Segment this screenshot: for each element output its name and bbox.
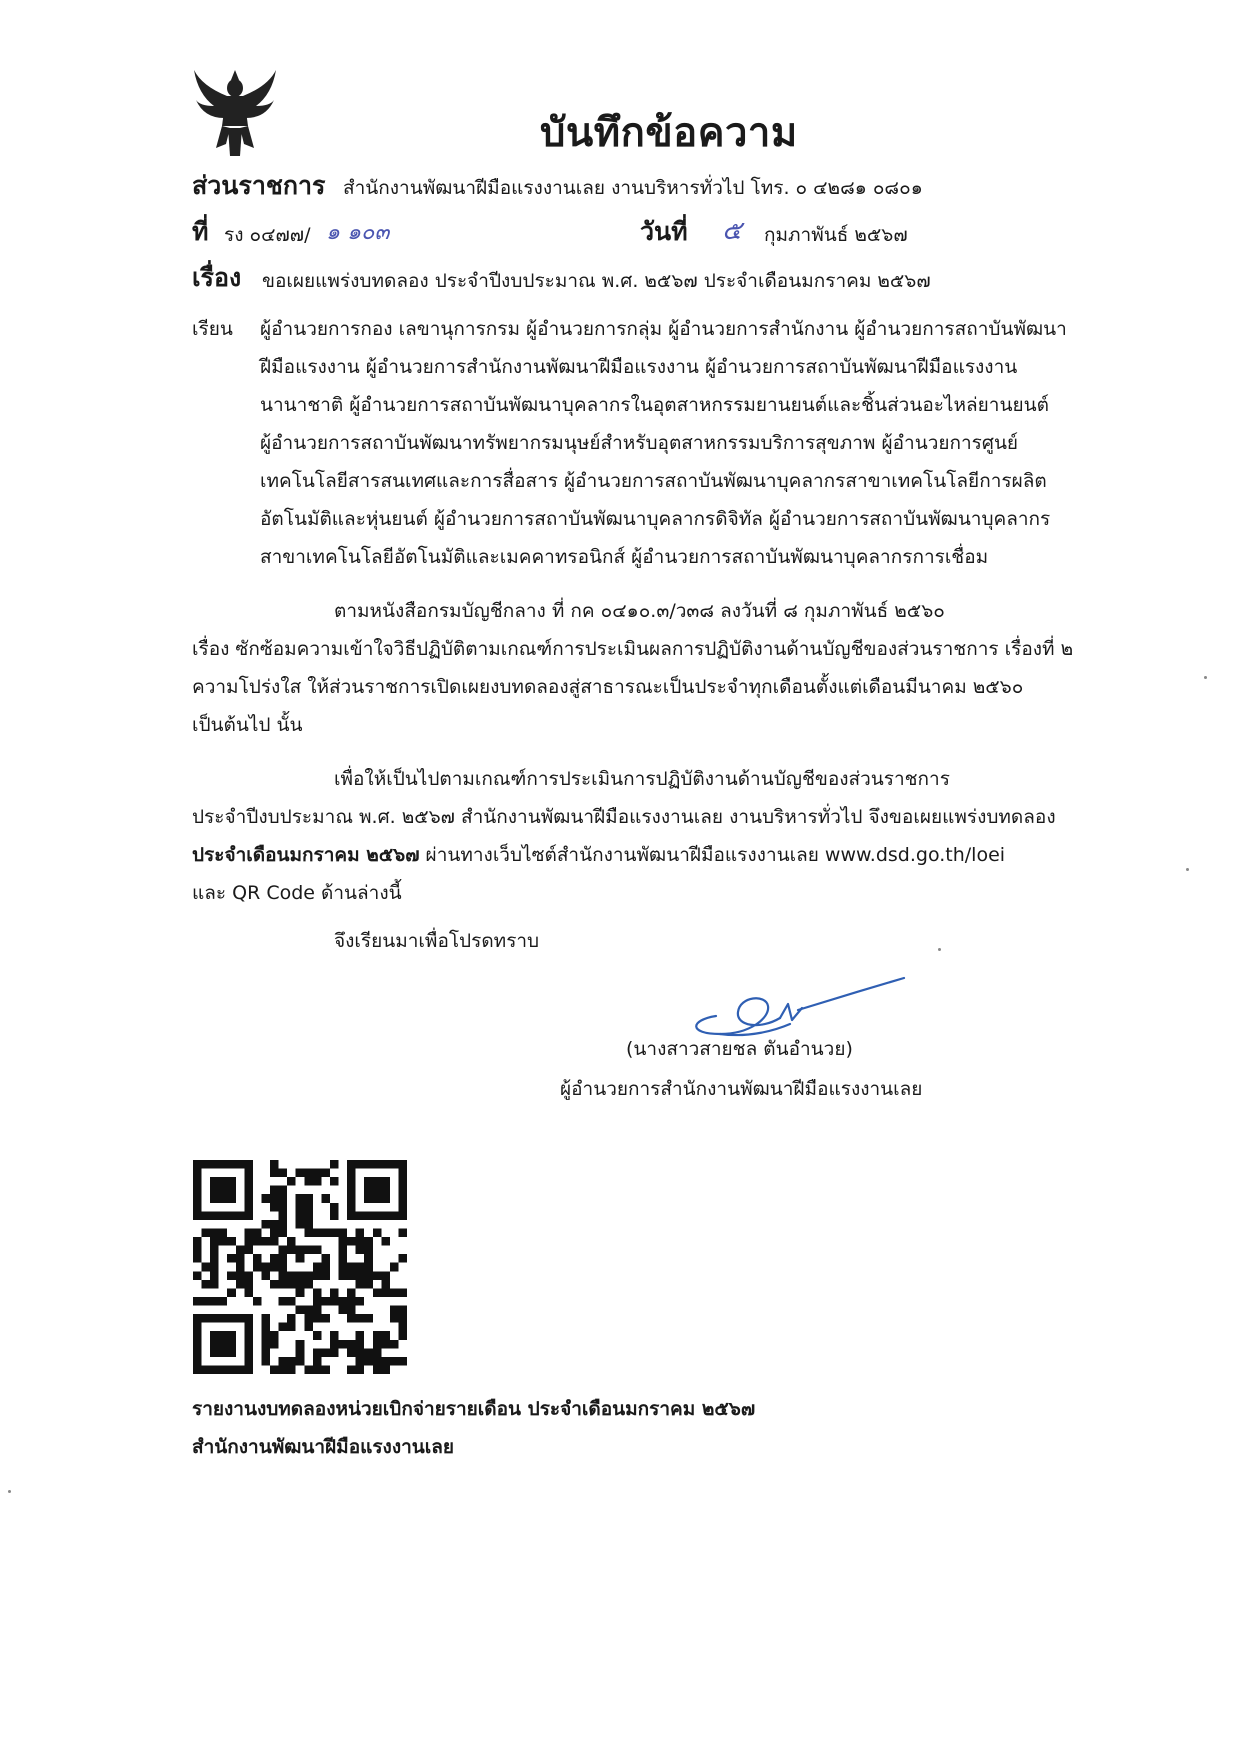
agency-label: ส่วนราชการ bbox=[192, 171, 326, 200]
qr-module bbox=[356, 1348, 365, 1357]
qr-module bbox=[330, 1177, 339, 1186]
qr-module bbox=[347, 1365, 356, 1374]
recipient-line: ผู้อำนวยการสถาบันพัฒนาทรัพยากรมนุษย์สำหรับอุตสาหกรรมบริการสุขภาพ ผู้อำนวยการศูนย์ bbox=[260, 432, 1019, 454]
qr-module bbox=[313, 1177, 322, 1186]
qr-module bbox=[287, 1237, 296, 1246]
qr-module bbox=[313, 1271, 322, 1280]
reference-number: รง ๐๔๗๗/ bbox=[224, 224, 311, 246]
qr-module bbox=[330, 1348, 339, 1357]
qr-module bbox=[261, 1271, 270, 1280]
qr-module bbox=[373, 1365, 382, 1374]
qr-module bbox=[304, 1211, 313, 1220]
qr-module bbox=[296, 1211, 305, 1220]
qr-module bbox=[202, 1263, 211, 1272]
qr-module bbox=[244, 1237, 253, 1246]
qr-module bbox=[279, 1357, 288, 1366]
qr-module bbox=[253, 1228, 262, 1237]
qr-module bbox=[279, 1211, 288, 1220]
qr-module bbox=[364, 1237, 373, 1246]
qr-module bbox=[330, 1211, 339, 1220]
qr-module bbox=[287, 1246, 296, 1255]
scan-speck bbox=[1186, 868, 1189, 871]
qr-module bbox=[296, 1306, 305, 1315]
qr-module bbox=[356, 1246, 365, 1255]
qr-module bbox=[202, 1228, 211, 1237]
qr-module bbox=[287, 1280, 296, 1289]
qr-module bbox=[313, 1357, 322, 1366]
qr-module bbox=[339, 1228, 348, 1237]
qr-module bbox=[270, 1263, 279, 1272]
qr-module bbox=[321, 1348, 330, 1357]
qr-module bbox=[347, 1314, 356, 1323]
qr-module bbox=[279, 1203, 288, 1212]
qr-module bbox=[364, 1263, 373, 1272]
qr-module bbox=[287, 1314, 296, 1323]
qr-module bbox=[270, 1194, 279, 1203]
qr-module bbox=[304, 1194, 313, 1203]
garuda-emblem bbox=[192, 66, 278, 158]
recipient-line: นานาชาติ ผู้อำนวยการสถาบันพัฒนาบุคลากรในอุตสาหกรรมยานยนต์และชิ้นส่วนอะไหล่ยานยนต์ bbox=[260, 394, 1049, 416]
qr-module bbox=[313, 1228, 322, 1237]
qr-module bbox=[304, 1280, 313, 1289]
qr-module bbox=[296, 1340, 305, 1349]
qr-module bbox=[304, 1220, 313, 1229]
qr-module bbox=[261, 1220, 270, 1229]
qr-module bbox=[347, 1237, 356, 1246]
qr-module bbox=[219, 1297, 228, 1306]
qr-module bbox=[373, 1340, 382, 1349]
qr-module bbox=[296, 1280, 305, 1289]
qr-module bbox=[202, 1297, 211, 1306]
qr-module bbox=[313, 1246, 322, 1255]
qr-module bbox=[236, 1263, 245, 1272]
qr-module bbox=[304, 1228, 313, 1237]
qr-module bbox=[390, 1314, 399, 1323]
qr-module bbox=[279, 1254, 288, 1263]
recipient-line: ฝีมือแรงงาน ผู้อำนวยการสำนักงานพัฒนาฝีมือแรงงาน ผู้อำนวยการสถาบันพัฒนาฝีมือแรงงาน bbox=[260, 356, 1018, 378]
qr-module bbox=[364, 1357, 373, 1366]
signatory-name: (นางสาวสายชล ตันอำนวย) bbox=[626, 1038, 853, 1060]
qr-module bbox=[321, 1169, 330, 1178]
qr-module bbox=[279, 1365, 288, 1374]
qr-module bbox=[356, 1331, 365, 1340]
qr-module bbox=[330, 1203, 339, 1212]
qr-module bbox=[261, 1348, 270, 1357]
qr-module bbox=[339, 1246, 348, 1255]
qr-module bbox=[381, 1365, 390, 1374]
qr-module bbox=[193, 1237, 202, 1246]
qr-module bbox=[279, 1194, 288, 1203]
qr-module bbox=[347, 1340, 356, 1349]
qr-module bbox=[313, 1331, 322, 1340]
qr-module bbox=[270, 1254, 279, 1263]
qr-module bbox=[270, 1160, 279, 1169]
qr-module bbox=[390, 1306, 399, 1315]
qr-module bbox=[202, 1280, 211, 1289]
qr-caption-line1: รายงานงบทดลองหน่วยเบิกจ่ายรายเดือน ประจำเดือนมกราคม ๒๕๖๗ bbox=[192, 1398, 756, 1420]
recipient-label: เรียน bbox=[192, 318, 233, 340]
qr-module bbox=[219, 1237, 228, 1246]
qr-module bbox=[398, 1228, 407, 1237]
qr-module bbox=[339, 1254, 348, 1263]
qr-module bbox=[210, 1237, 219, 1246]
qr-module bbox=[347, 1348, 356, 1357]
qr-module bbox=[373, 1271, 382, 1280]
qr-module bbox=[253, 1263, 262, 1272]
qr-module bbox=[347, 1297, 356, 1306]
qr-module bbox=[364, 1246, 373, 1255]
qr-module bbox=[339, 1340, 348, 1349]
qr-module bbox=[321, 1194, 330, 1203]
qr-module bbox=[356, 1314, 365, 1323]
qr-module bbox=[227, 1237, 236, 1246]
qr-module bbox=[356, 1237, 365, 1246]
qr-module bbox=[193, 1297, 202, 1306]
qr-module bbox=[304, 1169, 313, 1178]
qr-module bbox=[227, 1271, 236, 1280]
qr-module bbox=[296, 1271, 305, 1280]
qr-module bbox=[347, 1271, 356, 1280]
qr-module bbox=[330, 1331, 339, 1340]
qr-module bbox=[321, 1263, 330, 1272]
qr-module bbox=[398, 1357, 407, 1366]
qr-module bbox=[321, 1228, 330, 1237]
qr-module bbox=[244, 1288, 253, 1297]
qr-module bbox=[364, 1348, 373, 1357]
qr-module bbox=[261, 1314, 270, 1323]
qr-module bbox=[279, 1323, 288, 1332]
qr-module bbox=[210, 1246, 219, 1255]
qr-module bbox=[356, 1357, 365, 1366]
qr-module bbox=[261, 1263, 270, 1272]
qr-module bbox=[279, 1228, 288, 1237]
qr-module bbox=[330, 1288, 339, 1297]
qr-module bbox=[261, 1237, 270, 1246]
qr-module bbox=[296, 1203, 305, 1212]
qr-module bbox=[347, 1288, 356, 1297]
qr-module bbox=[381, 1357, 390, 1366]
qr-module bbox=[321, 1314, 330, 1323]
reference-label: ที่ bbox=[192, 217, 209, 246]
qr-module bbox=[296, 1246, 305, 1255]
qr-module bbox=[381, 1331, 390, 1340]
paragraph2-line: และ QR Code ด้านล่างนี้ bbox=[192, 882, 402, 904]
closing-text: จึงเรียนมาเพื่อโปรดทราบ bbox=[334, 930, 540, 952]
qr-finder-center bbox=[210, 1331, 236, 1357]
recipient-line: สาขาเทคโนโลยีอัตโนมัติและเมคคาทรอนิกส์ ผู้อำนวยการสถาบันพัฒนาบุคลากรการเชื่อม bbox=[260, 546, 989, 568]
qr-module bbox=[279, 1186, 288, 1195]
qr-module bbox=[390, 1288, 399, 1297]
qr-module bbox=[339, 1237, 348, 1246]
qr-module bbox=[270, 1186, 279, 1195]
qr-module bbox=[304, 1246, 313, 1255]
agency-text: สำนักงานพัฒนาฝีมือแรงงานเลย งานบริหารทั่วไป โทร. ๐ ๔๒๘๑ ๐๘๐๑ bbox=[343, 177, 923, 199]
qr-module bbox=[373, 1228, 382, 1237]
qr-module bbox=[193, 1271, 202, 1280]
qr-module bbox=[210, 1254, 219, 1263]
qr-module bbox=[270, 1228, 279, 1237]
qr-module bbox=[279, 1297, 288, 1306]
qr-module bbox=[304, 1314, 313, 1323]
qr-module bbox=[279, 1246, 288, 1255]
qr-module bbox=[236, 1254, 245, 1263]
qr-finder-center bbox=[364, 1177, 390, 1203]
qr-module bbox=[313, 1306, 322, 1315]
qr-module bbox=[373, 1348, 382, 1357]
qr-module bbox=[270, 1237, 279, 1246]
qr-module bbox=[287, 1271, 296, 1280]
qr-module bbox=[244, 1246, 253, 1255]
qr-module bbox=[296, 1288, 305, 1297]
qr-module bbox=[330, 1297, 339, 1306]
qr-module bbox=[210, 1280, 219, 1289]
qr-module bbox=[270, 1331, 279, 1340]
qr-module bbox=[321, 1271, 330, 1280]
qr-module bbox=[304, 1306, 313, 1315]
qr-module bbox=[321, 1254, 330, 1263]
qr-finder-center bbox=[210, 1177, 236, 1203]
qr-module bbox=[304, 1271, 313, 1280]
qr-module bbox=[364, 1280, 373, 1289]
qr-module bbox=[381, 1237, 390, 1246]
qr-module bbox=[356, 1263, 365, 1272]
reference-handwritten: ๑ ๑๐๓ bbox=[326, 220, 390, 245]
qr-module bbox=[193, 1254, 202, 1263]
qr-module bbox=[356, 1271, 365, 1280]
qr-module bbox=[398, 1288, 407, 1297]
qr-module bbox=[270, 1169, 279, 1178]
qr-module bbox=[244, 1228, 253, 1237]
qr-module bbox=[339, 1263, 348, 1272]
qr-module bbox=[347, 1263, 356, 1272]
qr-module bbox=[227, 1254, 236, 1263]
qr-module bbox=[270, 1280, 279, 1289]
paragraph1-line: เป็นต้นไป นั้น bbox=[192, 714, 303, 736]
document-title: บันทึกข้อความ bbox=[540, 110, 798, 156]
qr-module bbox=[390, 1340, 399, 1349]
subject-text: ขอเผยแพร่งบทดลอง ประจำปีงบประมาณ พ.ศ. ๒๕๖๗ ประจำเดือนมกราคม ๒๕๖๗ bbox=[262, 270, 931, 292]
qr-module bbox=[287, 1365, 296, 1374]
qr-module bbox=[279, 1220, 288, 1229]
bold-period-text: ประจำเดือนมกราคม ๒๕๖๗ bbox=[192, 844, 420, 866]
qr-module bbox=[330, 1228, 339, 1237]
qr-module bbox=[287, 1357, 296, 1366]
paragraph1-line: เรื่อง ซักซ้อมความเข้าใจวิธีปฏิบัติตามเกณฑ์การประเมินผลการปฏิบัติงานด้านบัญชีของส่วนราชการ เรื่องที่ ๒ bbox=[192, 638, 1074, 660]
qr-module bbox=[356, 1297, 365, 1306]
scan-speck bbox=[1204, 676, 1207, 679]
qr-module bbox=[356, 1365, 365, 1374]
qr-module bbox=[253, 1297, 262, 1306]
recipient-line: เทคโนโลยีสารสนเทศและการสื่อสาร ผู้อำนวยการสถาบันพัฒนาบุคลากรสาขาเทคโนโลยีการผลิต bbox=[260, 470, 1047, 492]
handwritten-signature bbox=[680, 968, 920, 1046]
qr-module bbox=[390, 1263, 399, 1272]
qr-module bbox=[270, 1340, 279, 1349]
qr-module bbox=[347, 1306, 356, 1315]
qr-module bbox=[287, 1177, 296, 1186]
qr-module bbox=[261, 1331, 270, 1340]
qr-module bbox=[313, 1169, 322, 1178]
qr-module bbox=[364, 1314, 373, 1323]
date-day-handwritten: ๕ bbox=[722, 216, 742, 246]
qr-module bbox=[244, 1280, 253, 1289]
qr-module bbox=[330, 1340, 339, 1349]
qr-module bbox=[313, 1348, 322, 1357]
qr-module bbox=[253, 1254, 262, 1263]
qr-module bbox=[270, 1365, 279, 1374]
qr-module bbox=[304, 1323, 313, 1332]
paragraph1-line: ความโปร่งใส ให้ส่วนราชการเปิดเผยงบทดลองสู่สาธารณะเป็นประจำทุกเดือนตั้งแต่เดือนมีนาคม ๒๕๖๐ bbox=[192, 676, 1024, 698]
qr-module bbox=[296, 1357, 305, 1366]
qr-module bbox=[356, 1280, 365, 1289]
qr-module bbox=[270, 1220, 279, 1229]
qr-module bbox=[244, 1271, 253, 1280]
qr-module bbox=[356, 1228, 365, 1237]
qr-module bbox=[210, 1263, 219, 1272]
qr-module bbox=[339, 1271, 348, 1280]
qr-module bbox=[219, 1228, 228, 1237]
qr-module bbox=[313, 1288, 322, 1297]
recipient-line: ผู้อำนวยการกอง เลขานุการกรม ผู้อำนวยการกลุ่ม ผู้อำนวยการสำนักงาน ผู้อำนวยการสถาบันพัฒนา bbox=[260, 318, 1067, 340]
qr-module bbox=[330, 1160, 339, 1169]
qr-module bbox=[364, 1271, 373, 1280]
qr-module bbox=[356, 1340, 365, 1349]
qr-module bbox=[210, 1228, 219, 1237]
paragraph2-line: ประจำปีงบประมาณ พ.ศ. ๒๕๖๗ สำนักงานพัฒนาฝีมือแรงงานเลย งานบริหารทั่วไป จึงขอเผยแพร่งบทดลอง bbox=[192, 806, 1056, 828]
date-label: วันที่ bbox=[640, 217, 688, 246]
signatory-position: ผู้อำนวยการสำนักงานพัฒนาฝีมือแรงงานเลย bbox=[560, 1078, 923, 1100]
qr-module bbox=[261, 1340, 270, 1349]
qr-module bbox=[373, 1357, 382, 1366]
qr-module bbox=[304, 1203, 313, 1212]
qr-module bbox=[381, 1271, 390, 1280]
qr-module bbox=[364, 1254, 373, 1263]
qr-module bbox=[296, 1220, 305, 1229]
qr-module bbox=[296, 1194, 305, 1203]
qr-module bbox=[261, 1357, 270, 1366]
qr-module bbox=[398, 1314, 407, 1323]
qr-module bbox=[304, 1365, 313, 1374]
subject-label: เรื่อง bbox=[192, 263, 242, 292]
qr-module bbox=[321, 1365, 330, 1374]
qr-module bbox=[296, 1169, 305, 1178]
paragraph2-line: เพื่อให้เป็นไปตามเกณฑ์การประเมินการปฏิบัติงานด้านบัญชีของส่วนราชการ bbox=[334, 768, 950, 790]
qr-module bbox=[279, 1271, 288, 1280]
qr-module bbox=[313, 1365, 322, 1374]
qr-module bbox=[210, 1297, 219, 1306]
qr-module bbox=[339, 1297, 348, 1306]
qr-module bbox=[373, 1288, 382, 1297]
qr-module bbox=[398, 1323, 407, 1332]
qr-module bbox=[279, 1263, 288, 1272]
qr-module bbox=[313, 1263, 322, 1272]
qr-module bbox=[381, 1288, 390, 1297]
qr-module bbox=[287, 1297, 296, 1306]
qr-module bbox=[296, 1254, 305, 1263]
qr-module bbox=[313, 1297, 322, 1306]
website-text: ผ่านทางเว็บไซต์สำนักงานพัฒนาฝีมือแรงงานเลย www.dsd.go.th/loei bbox=[419, 844, 1006, 866]
qr-module bbox=[313, 1314, 322, 1323]
qr-module bbox=[398, 1306, 407, 1315]
scan-speck bbox=[938, 948, 941, 951]
qr-module bbox=[253, 1237, 262, 1246]
qr-module bbox=[398, 1331, 407, 1340]
qr-caption-line2: สำนักงานพัฒนาฝีมือแรงงานเลย bbox=[192, 1436, 455, 1458]
qr-module bbox=[279, 1280, 288, 1289]
qr-code[interactable] bbox=[193, 1160, 407, 1374]
qr-module bbox=[398, 1254, 407, 1263]
qr-module bbox=[339, 1306, 348, 1315]
qr-module bbox=[279, 1169, 288, 1178]
paragraph1-line: ตามหนังสือกรมบัญชีกลาง ที่ กค ๐๔๑๐.๓/ว๓๘ ลงวันที่ ๘ กุมภาพันธ์ ๒๕๖๐ bbox=[334, 600, 945, 622]
qr-module bbox=[236, 1246, 245, 1255]
qr-module bbox=[304, 1177, 313, 1186]
qr-module bbox=[261, 1323, 270, 1332]
qr-module bbox=[296, 1348, 305, 1357]
qr-module bbox=[193, 1246, 202, 1255]
qr-module bbox=[270, 1203, 279, 1212]
date-month-year: กุมภาพันธ์ ๒๕๖๗ bbox=[764, 224, 908, 246]
qr-module bbox=[321, 1297, 330, 1306]
qr-module bbox=[227, 1288, 236, 1297]
qr-module bbox=[210, 1271, 219, 1280]
paragraph2-line3 bbox=[192, 842, 1005, 868]
scan-speck bbox=[8, 1490, 11, 1493]
qr-module bbox=[287, 1323, 296, 1332]
qr-module bbox=[236, 1280, 245, 1289]
recipient-line: อัตโนมัติและหุ่นยนต์ ผู้อำนวยการสถาบันพัฒนาบุคลากรดิจิทัล ผู้อำนวยการสถาบันพัฒนาบุคลากร bbox=[260, 508, 1051, 530]
qr-module bbox=[390, 1357, 399, 1366]
qr-module bbox=[381, 1280, 390, 1289]
qr-module bbox=[261, 1194, 270, 1203]
qr-module bbox=[381, 1340, 390, 1349]
qr-module bbox=[373, 1331, 382, 1340]
qr-module bbox=[236, 1271, 245, 1280]
